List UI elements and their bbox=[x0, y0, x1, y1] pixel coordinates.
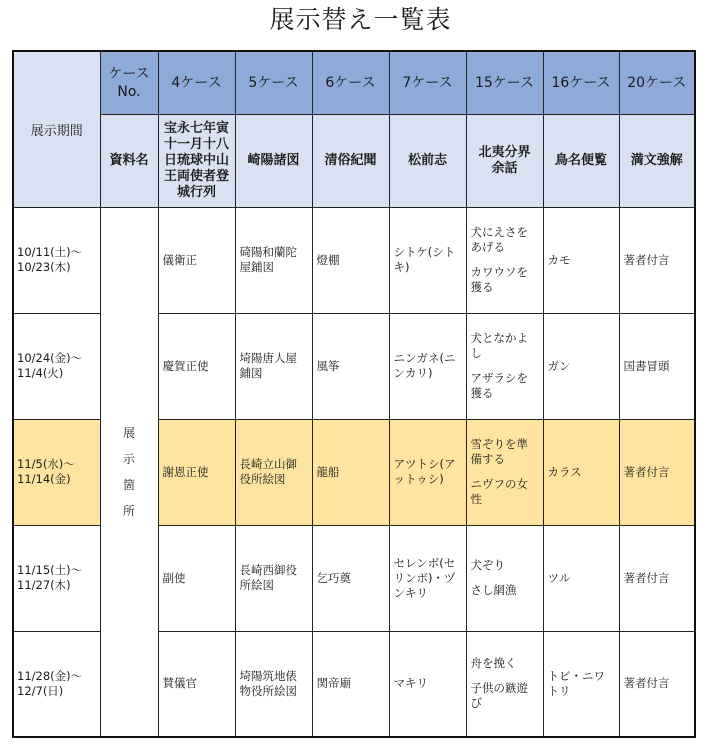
material-name-4: 宝永七年寅十一月十八日琉球中山王両使者登城行列 bbox=[158, 114, 235, 207]
display-location-cell: 展 示 箇 所 bbox=[100, 207, 158, 737]
exhibit-rotation-table bbox=[12, 50, 696, 738]
case15-item: 舟を挽く bbox=[470, 656, 517, 671]
case7-cell: シトケ(シトキ) bbox=[389, 207, 466, 313]
period-cell: 11/5(水)～ 11/14(金) bbox=[13, 419, 100, 525]
case16-cell: カモ bbox=[543, 207, 619, 313]
case5-cell: 長崎西御役所絵図 bbox=[235, 525, 312, 631]
case-no-header: ケース No. bbox=[100, 51, 158, 114]
case4-cell: 賛儀官 bbox=[158, 631, 235, 737]
case-header-5: 5ケース bbox=[235, 51, 312, 114]
case6-cell: 燈棚 bbox=[312, 207, 389, 313]
material-name-6: 清俗紀聞 bbox=[312, 114, 389, 207]
case15-item: カワウソを獲る bbox=[470, 265, 528, 294]
case6-cell: 風筝 bbox=[312, 313, 389, 419]
case5-cell: 埼陽筑地俵物役所絵図 bbox=[235, 631, 312, 737]
material-header: 資料名 bbox=[100, 114, 158, 207]
case5-cell: 長崎立山御役所絵図 bbox=[235, 419, 312, 525]
case16-cell: トビ・ニワトリ bbox=[543, 631, 619, 737]
case-header-7: 7ケース bbox=[389, 51, 466, 114]
material-name-15: 北夷分界余話 bbox=[466, 114, 543, 207]
period-cell: 10/24(金)～ 11/4(火) bbox=[13, 313, 100, 419]
case15-cell bbox=[466, 207, 543, 313]
case16-cell: カラス bbox=[543, 419, 619, 525]
case-header-16: 16ケース bbox=[543, 51, 619, 114]
case5-cell: 碕陽和蘭陀屋鋪図 bbox=[235, 207, 312, 313]
case-header-20: 20ケース bbox=[619, 51, 695, 114]
table-row bbox=[13, 207, 695, 313]
case20-cell: 著者付言 bbox=[619, 207, 695, 313]
case6-cell: 龍船 bbox=[312, 419, 389, 525]
case4-cell: 謝恩正使 bbox=[158, 419, 235, 525]
case4-cell: 慶賀正使 bbox=[158, 313, 235, 419]
case15-item: ニヴフの女性 bbox=[470, 477, 528, 506]
case7-cell: アツトシ(アットゥシ) bbox=[389, 419, 466, 525]
case4-cell: 儀衛正 bbox=[158, 207, 235, 313]
case7-cell: セレンボ(セリンボ)・ヅンキリ bbox=[389, 525, 466, 631]
case15-item: さし網漁 bbox=[470, 583, 517, 597]
case16-cell: ツル bbox=[543, 525, 619, 631]
case15-item: 子供の鏃遊び bbox=[470, 681, 528, 711]
case20-cell: 国書冒頭 bbox=[619, 313, 695, 419]
case15-cell bbox=[466, 525, 543, 631]
case-header-4: 4ケース bbox=[158, 51, 235, 114]
period-header: 展示期間 bbox=[13, 51, 100, 207]
case16-cell: ガン bbox=[543, 313, 619, 419]
page-title: 展示替え一覧表 bbox=[269, 5, 452, 34]
material-name-16: 鳥名便覧 bbox=[543, 114, 619, 207]
case4-cell: 副使 bbox=[158, 525, 235, 631]
case6-cell: 乞巧奠 bbox=[312, 525, 389, 631]
case15-cell bbox=[466, 631, 543, 737]
case20-cell: 著者付言 bbox=[619, 525, 695, 631]
case6-cell: 関帝廟 bbox=[312, 631, 389, 737]
case20-cell: 著者付言 bbox=[619, 631, 695, 737]
case15-item: 犬となかよし bbox=[470, 331, 528, 360]
material-name-20: 満文強解 bbox=[619, 114, 695, 207]
case15-item: 雪ぞりを準備する bbox=[470, 437, 528, 466]
case20-cell: 著者付言 bbox=[619, 419, 695, 525]
case15-cell bbox=[466, 313, 543, 419]
case15-item: アザラシを獲る bbox=[470, 371, 528, 400]
period-cell: 11/28(金)～ 12/7(日) bbox=[13, 631, 100, 737]
case15-cell bbox=[466, 419, 543, 525]
case7-cell: マキリ bbox=[389, 631, 466, 737]
case15-item: 犬ぞり bbox=[470, 558, 505, 572]
period-cell: 10/11(土)～ 10/23(木) bbox=[13, 207, 100, 313]
case7-cell: ニンガネ(ニンカリ) bbox=[389, 313, 466, 419]
period-cell: 11/15(土)～ 11/27(木) bbox=[13, 525, 100, 631]
case5-cell: 埼陽唐人屋鋪図 bbox=[235, 313, 312, 419]
material-name-5: 崎陽諸図 bbox=[235, 114, 312, 207]
material-name-7: 松前志 bbox=[389, 114, 466, 207]
case15-item: 犬にえさをあげる bbox=[470, 225, 528, 254]
case-header-6: 6ケース bbox=[312, 51, 389, 114]
case-header-15: 15ケース bbox=[466, 51, 543, 114]
